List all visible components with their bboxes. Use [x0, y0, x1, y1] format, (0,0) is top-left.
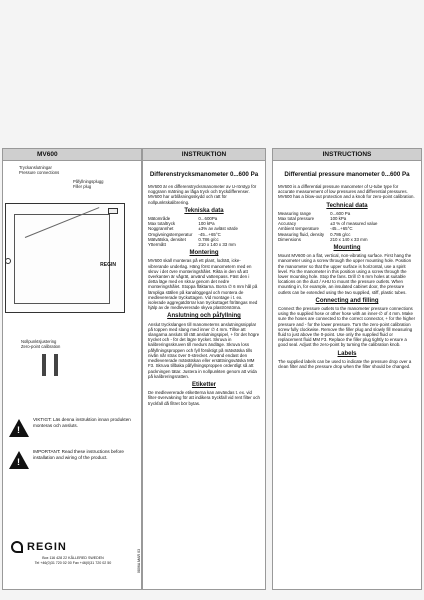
en-heading-mount: Mounting	[333, 245, 361, 252]
english-body	[273, 161, 421, 376]
column-title-mv600: MV600	[3, 149, 141, 161]
column-title-instruktion: INSTRUKTION	[143, 149, 265, 161]
warning-swedish	[7, 417, 139, 447]
en-intro: MV600 is a differential pressure manometer of U-tube type for accurate measurement of low pressures and differential pressures. MV600 has a blow-out protection and a knob for zero-point calibration.	[278, 184, 415, 200]
logo-text: REGIN	[27, 541, 67, 553]
sv-mount-text: MV600 skall monteras på ett plant, lodrätt, icke-vibrerande underlag. Häng först manometern med en skruv i det övre monteringshålet. Rikta in den så att överkanten är vågrät, använd vattenpass. Fäst den i detta läge med en skruv genom det nedre monteringshålet. Stoppa fläktarna. Borra ∅ 6 mm hål på lämpliga ställen på kanalöggegal och montera de medlevererade tryckuttagen. Vid montage i t. ex. isolerade aggregatdörrar kan tryckuttaget förlängas med hjälp av de medlevererade skyva plaströrstöma.	[148, 258, 258, 311]
warning-triangle-icon	[9, 419, 29, 437]
sv-intro: MV600 är en differenstrycksmanometer av U-rörstyp för noggrann mätning av låga tryck och tryckdifferenser. MV600 har urblåsningsskydd och ratt för nollpunktskalibrering.	[148, 184, 257, 205]
en-heading-labels: Labels	[337, 350, 357, 357]
en-title: Differential pressure manometer 0...600 Pa	[284, 171, 410, 178]
zero-calibration-knob-icon	[5, 258, 11, 264]
table-row: Mätområde 0...600Pa	[148, 216, 218, 222]
pressure-tube-plus-icon	[54, 354, 58, 376]
table-row: Measuring range 0...600 Pa	[278, 210, 351, 216]
en-labels-text: The supplied labels can be used to indicate the pressure drop over a clean filter and the pressure drop when the filter should be changed.	[278, 358, 412, 370]
sv-heading-connection: Anslutning och påfyllning	[167, 313, 241, 320]
en-heading-tech: Technical data	[326, 202, 368, 209]
table-row: Max total pressure 100 kPa	[278, 216, 347, 222]
column-title-instructions: INSTRUCTIONS	[273, 149, 421, 161]
column-diagram	[2, 148, 142, 590]
sv-connection-text: Anslut tryckslangen till manometerns anslutningsnipplar på toppen med slang med inner ∅ 4 mm. Tillse att slangarna ansluts till rätt anslutningspipel, + för det högre trycket och - för det lägre trycket. Skruva in kalibreringsskruven till medurs ändläge. Skruva loss påfyllningsproppen och fyll försiktigt på mätvätska tills nivån når strax över 0-strecket. Använd endast den medlevererade mätvätskan eller ersättningsvätska MM F3. Skruva tillbaka påfyllningsproppen ordentligt så att packningen tätar. Justera in nollpunkten genom att vrida på kalibreringsratten.	[148, 321, 260, 379]
sv-heading-tech: Tekniska data	[184, 207, 224, 214]
table-row: Yttermått 210 x 140 x 33 mm	[148, 242, 236, 248]
company-address: Box 116 428 22 KÅLLERED SWEDEN Tel +46(0)31 720 02 00 Fax +46(0)31 720 02 50	[34, 556, 112, 565]
table-row: Measuring fluid, density 0.786 g/cc	[278, 231, 351, 237]
table-row: Max totaltryck 100 kPa	[148, 221, 215, 227]
regin-logo	[11, 541, 135, 553]
sv-labels-text: De medlevererade etiketterna kan användas t. ex. vid filter-övervakning för att indikera tryckfall vid rent filter och tryckfall då filtret bör bytas.	[148, 390, 261, 406]
en-heading-connection: Connecting and filling	[315, 297, 379, 304]
table-row: Mätvätska, densitet 0.786 g/cc	[148, 236, 219, 242]
company-block	[11, 541, 135, 565]
table-row: Dimensions 210 x 140 x 33 mm	[278, 236, 368, 242]
table-row: Ambient temperature -45...+65°C	[278, 226, 353, 232]
callout-pressure-connections: Tryckanslutningar Pressure connections	[19, 165, 60, 175]
en-tech-table	[278, 211, 383, 242]
regin-logo-icon	[11, 541, 23, 553]
en-connection-text: Connect the pressure outlets to the manometer pressure connections using the supplied hose or other hose with an inner-∅ of 4 mm. Make sure the hoses are connected to the correct connector, + for the higher pressure and - for the lower pressure. Turn the zero-point calibration screw fully clockwise. Remove the filler plug and slowly fill measuring fluid to just above the 0-point. Use only the supplied fluid or replacement fluid MM F3. Replace the filler plug tightly to ensure a good seal. Adjust the zero-point by turning the calibration knob.	[278, 306, 416, 348]
sv-heading-labels: Etiketter	[191, 381, 216, 388]
sv-title: Differenstrycksmanometer 0...600 Pa	[149, 171, 259, 178]
table-row: Accuracy ±3 % of measured value	[278, 221, 378, 227]
warning-english	[7, 449, 139, 479]
callout-zero-calibration: Nollpunktsjustering Zero-point calibration	[21, 339, 61, 349]
warning-text-sv: VIKTIGT: Läs denna instruktion innan produkten monteras och ansluts.	[33, 417, 131, 428]
callout-filler-plug: Påfyllningsplugg Filler plug	[73, 179, 104, 189]
device-diagram	[3, 163, 141, 353]
swedish-body	[143, 161, 265, 413]
scale-tube-icon	[25, 207, 100, 238]
manometer-illustration	[5, 203, 125, 313]
sv-tech-table	[148, 216, 244, 247]
device-brand: REGIN	[100, 262, 116, 268]
table-row: Noggrannhet ±3% av avläst värde	[148, 226, 238, 232]
en-mount-text: Mount MV600 on a flat, vertical, non-vibrating surface. First hang the manometer using a screw through the upper mounting hole. Position the manometer so that the upper surface is horizontal, use a spirit level. Fix the manometer in this position using a screw through the lower mounting hole. Stop the fans. Drill ∅ 6 mm holes at suitable locations on the duct / AHU to mount the pressure outlets. When mounting in, for example, an insulated cabinet door, the pressure outlets can be extended using the two supplied, stiff, plastic tubes.	[278, 253, 412, 295]
warning-text-en: IMPORTANT: Read these instructions before installation and wiring of the product.	[33, 449, 124, 460]
table-row: Omgivningstemperatur -45...+65°C	[148, 231, 221, 237]
manometer-scale-window	[14, 214, 110, 304]
warning-triangle-icon	[9, 451, 29, 469]
column-swedish	[142, 148, 266, 590]
sv-heading-mount: Montering	[189, 250, 219, 257]
column-english	[272, 148, 422, 590]
document-code: 0806A MAR 03	[136, 548, 141, 574]
pressure-tube-minus-icon	[42, 354, 46, 376]
